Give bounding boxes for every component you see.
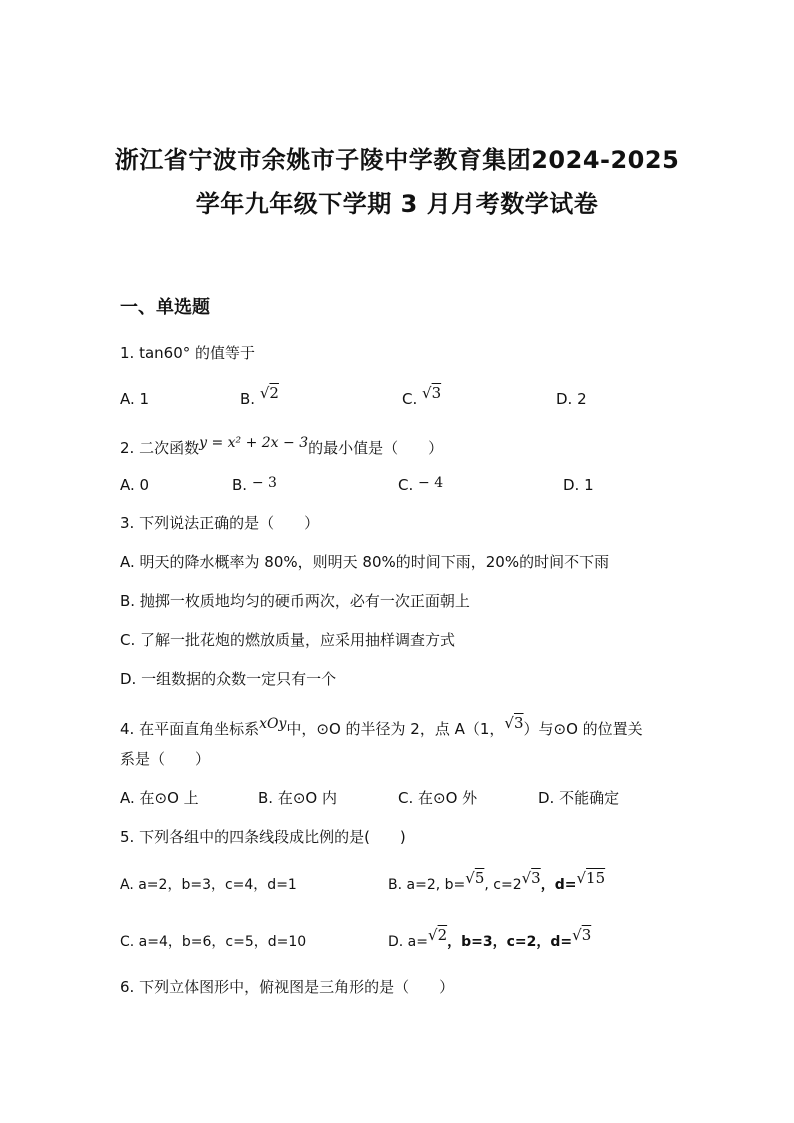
q3-option-b: B. 抛掷一枚质地均匀的硬币两次，必有一次正面朝上	[120, 592, 470, 610]
q2-option-b	[232, 476, 277, 494]
sqrt-expression: √2	[428, 926, 448, 944]
option-text: , c=2	[484, 877, 522, 893]
question-6-stem: 6. 下列立体图形中，俯视图是三角形的是（ ）	[120, 978, 455, 996]
question-1-stem: 1. tan60° 的值等于	[120, 344, 256, 362]
radicand: 15	[586, 869, 606, 887]
q5-option-b	[388, 869, 606, 894]
section-heading: 一、单选题	[120, 297, 210, 318]
sqrt-expression: √3	[422, 384, 442, 402]
option-text: ，d=	[540, 877, 577, 893]
radicand: 3	[531, 869, 541, 887]
option-text: ，b=3，c=2，d=	[447, 934, 573, 950]
radicand: 5	[474, 869, 485, 887]
stem-text: 4. 在平面直角坐标系	[120, 720, 260, 738]
option-label: B.	[232, 476, 248, 494]
q2-option-c	[398, 476, 443, 494]
coordinate-system: xOy	[259, 716, 287, 732]
stem-text: 中，⊙O 的半径为 2，点 A（1，	[286, 720, 505, 738]
question-2-stem	[120, 437, 443, 458]
q1-option-a: A. 1	[120, 390, 150, 408]
q5-option-c: C. a=4，b=6，c=5，d=10	[120, 934, 307, 950]
q2-option-d: D. 1	[563, 476, 594, 494]
question-4-stem	[120, 714, 643, 739]
question-5-stem: 5. 下列各组中的四条线段成比例的是( )	[120, 828, 406, 846]
q1-option-d: D. 2	[556, 390, 587, 408]
radicand: 2	[269, 384, 279, 402]
stem-text: 2. 二次函数	[120, 439, 200, 457]
q5-option-d	[388, 926, 592, 951]
q4-option-a: A. 在⊙O 上	[120, 789, 199, 807]
q1-option-b	[240, 384, 279, 408]
option-label: B.	[240, 390, 256, 408]
q1-option-c	[402, 384, 442, 408]
radicand: 3	[513, 714, 524, 732]
sqrt-expression: √15	[576, 869, 606, 887]
sqrt-expression: √3	[504, 714, 524, 732]
question-4-stem-continued: 系是（ ）	[120, 750, 211, 768]
stem-text: ）与⊙O 的位置关	[523, 720, 643, 738]
radicand: 3	[431, 384, 442, 402]
q5-option-a: A. a=2，b=3，c=4，d=1	[120, 877, 297, 893]
q4-option-b: B. 在⊙O 内	[258, 789, 337, 807]
option-value: − 3	[251, 475, 277, 491]
sqrt-expression: √3	[521, 869, 541, 887]
radicand: 2	[437, 926, 448, 944]
option-label: C.	[398, 476, 414, 494]
q4-option-c: C. 在⊙O 外	[398, 789, 478, 807]
q3-option-c: C. 了解一批花炮的燃放质量，应采用抽样调查方式	[120, 631, 456, 649]
sqrt-expression: √5	[465, 869, 485, 887]
quadratic-formula: y = x² + 2x − 3	[199, 435, 309, 451]
radicand: 3	[581, 926, 592, 944]
document-title-line-1: 浙江省宁波市余姚市子陵中学教育集团2024-2025	[114, 146, 680, 174]
option-text: B. a=2, b=	[388, 877, 466, 893]
q3-option-d: D. 一组数据的众数一定只有一个	[120, 670, 337, 688]
option-text: D. a=	[388, 934, 428, 950]
sqrt-expression: √2	[259, 384, 279, 402]
option-label: C.	[402, 390, 418, 408]
question-3-stem: 3. 下列说法正确的是（ ）	[120, 514, 320, 532]
sqrt-expression: √3	[572, 926, 592, 944]
stem-text: 的最小值是（ ）	[308, 439, 444, 457]
option-value: − 4	[418, 475, 444, 491]
q4-option-d: D. 不能确定	[538, 789, 620, 807]
q2-option-a: A. 0	[120, 476, 150, 494]
q3-option-a: A. 明天的降水概率为 80%，则明天 80%的时间下雨，20%的时间不下雨	[120, 553, 610, 571]
document-title-line-2: 学年九年级下学期 3 月月考数学试卷	[195, 190, 599, 218]
